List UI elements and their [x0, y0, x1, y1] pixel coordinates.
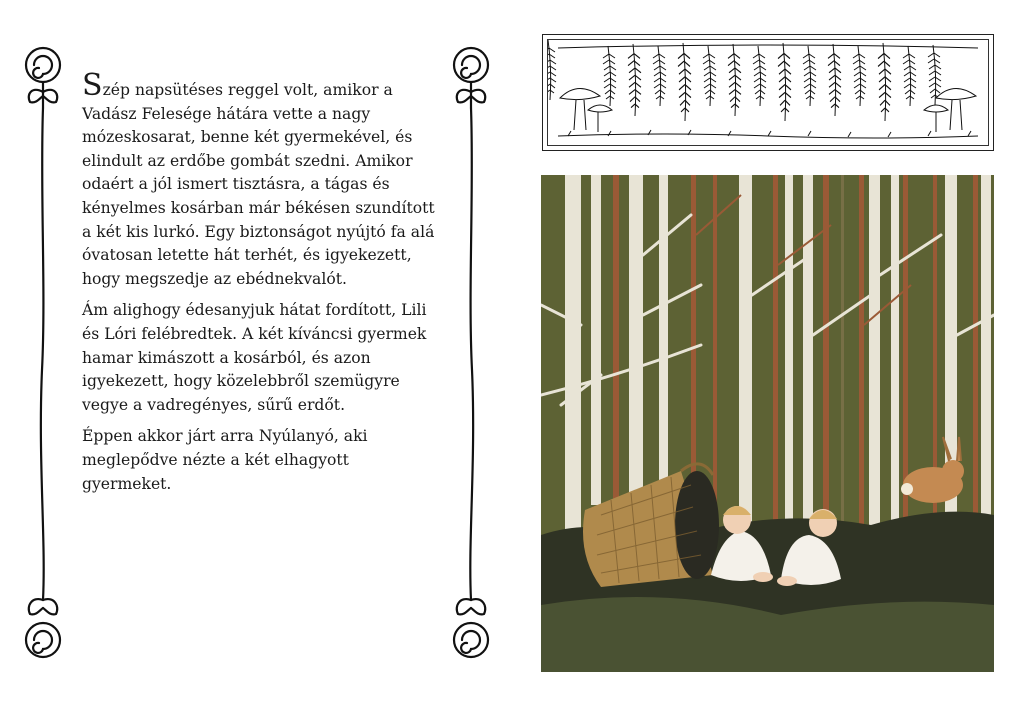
- rose-vine-icon: [18, 40, 68, 665]
- rose-vine-border-right: [446, 40, 496, 665]
- rose-vine-icon: [446, 40, 496, 665]
- drop-cap: S: [82, 68, 103, 103]
- paragraph-3: Éppen akkor járt arra Nyúlanyó, aki meglepődve nézte a két elhagyott gyermeket.: [82, 427, 368, 493]
- forest-illustration: [541, 175, 994, 672]
- paragraph-1: [82, 68, 442, 291]
- story-text: [82, 68, 442, 504]
- header-vignette-frame: [542, 34, 994, 151]
- paragraph-2: Ám alighogy édesanyjuk hátat fordított, Lili és Lóri felébredtek. A két kíváncsi gyermek hamar kimászott a kosárból, és azon igyekezett, hogy közelebbről szemügyre vegye a vadregényes, sűrű erdőt.: [82, 301, 427, 414]
- forest-children-rabbit-scene: [541, 175, 994, 672]
- paragraph-1-text: zép napsütéses reggel volt, amikor a Vadász Felesége hátára vette a nagy mózeskosarat, benne két gyermekével, és elindult az erdőbe gombát szedni. Amikor odaért a jól ismert tisztásra, a tágas és kényelmes kosárban már békésen szundított a két kis lurkó. Egy biztonságot nyújtó fa alá óvatosan letette hát terhét, és igyekezett, hogy megszedje az ebédnekvalót.: [82, 81, 435, 288]
- fern-mushroom-vignette: [548, 40, 988, 145]
- rose-vine-border-left: [18, 40, 68, 665]
